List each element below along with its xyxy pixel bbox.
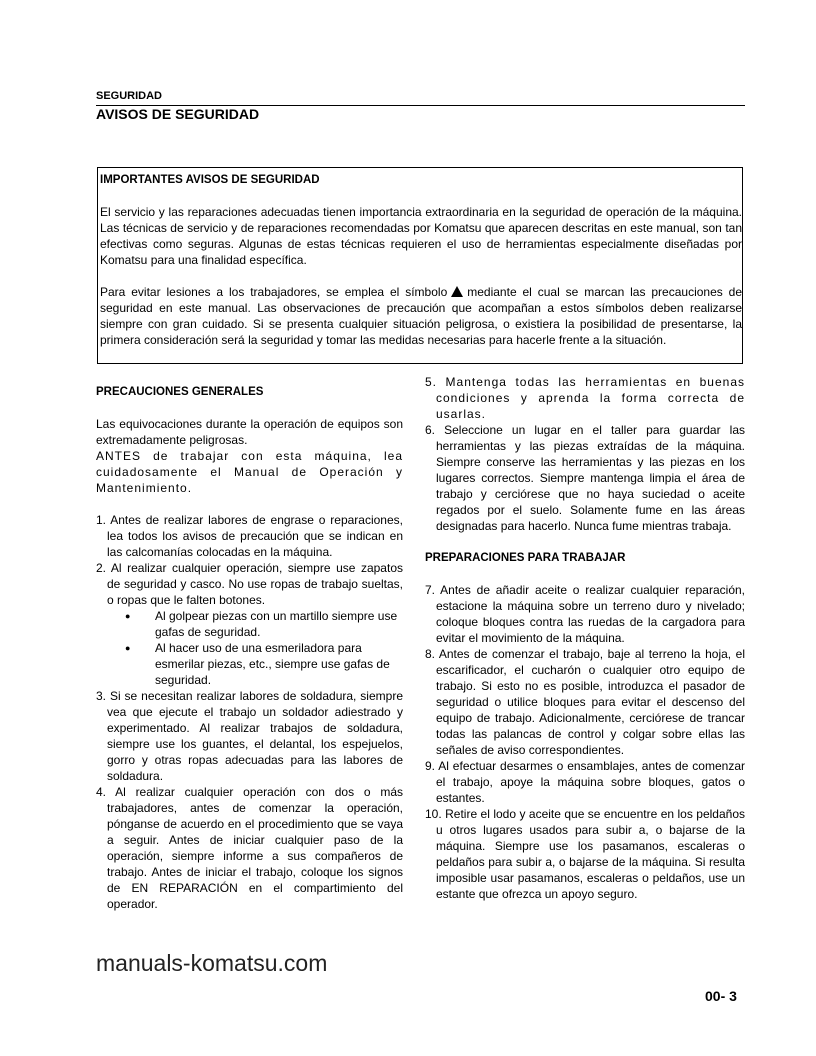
left-column bbox=[96, 384, 403, 912]
page-number: 00- 3 bbox=[705, 988, 737, 1004]
prep-heading: PREPARACIONES PARA TRABAJAR bbox=[425, 552, 626, 564]
notice-paragraph-1: El servicio y las reparaciones adecuadas tienen importancia extraordinaria en la seguridad de operación de la máquina. Las técnicas de servicio y de reparaciones recomendadas por Komatsu que aparecen descritas en este manual, son tan efectivas como seguras. Algunas de estas técnicas requieren el uso de herramientas especialmente diseñadas por Komatsu para una finalidad específica. bbox=[100, 205, 742, 267]
bullet-item: ● Al golpear piezas con un martillo siempre use gafas de seguridad. bbox=[125, 608, 403, 640]
important-notice-box bbox=[97, 167, 743, 364]
list-item: 9. Al efectuar desarmes o ensamblajes, antes de comenzar el trabajo, apoye la máquina sobre bloques, gatos o estantes. bbox=[425, 759, 745, 805]
list-item: 4. Al realizar cualquier operación con dos o más trabajadores, antes de comenzar la operación, pónganse de acuerdo en el procedimiento que se vaya a seguir. Antes de iniciar cualquier paso de la operación, siempre informe a sus compañeros de trabajo. Antes de iniciar el trabajo, coloque los signos de EN REPARACIÓN en el compartimiento del operador. bbox=[96, 785, 403, 911]
general-heading: PRECAUCIONES GENERALES bbox=[96, 386, 264, 398]
list-item: 6. Seleccione un lugar en el taller para guardar las herramientas y las piezas extraídas de la máquina. Siempre conserve las herramientas y las piezas en los lugares correctos. Siempre mantenga limpia el área de trabajo y cerciórese que no haya suciedad o aceite regados por el suelo. Solamente fume en las áreas designadas para hacerlo. Nunca fume mientras trabaja. bbox=[425, 423, 745, 533]
notice-text-b: mediante el cual se marcan las precauciones de seguridad en este manual. Las observaciones de precaución que acompañan a estos símbolos deben realizarse siempre con gran cuidado. Si se presenta cualquier situación peligrosa, o existiera la posibilidad de presentarse, la primera consideración será la seguridad y tomar las medidas necesarias para hacerle frente a la situación. bbox=[100, 285, 743, 347]
notice-heading: IMPORTANTES AVISOS DE SEGURIDAD bbox=[100, 174, 320, 186]
list-item: 10. Retire el lodo y aceite que se encuentre en los peldaños u otros lugares usados para subir a, o bajarse de la máquina. Siempre use los pasamanos, escaleras o peldaños para subir a, o bajarse de la máquina. Si resulta imposible usar pasamanos, escaleras o peldaños, use un estante que ofrezca un apoyo seguro. bbox=[425, 807, 745, 901]
list-item: 1. Antes de realizar labores de engrase o reparaciones, lea todos los avisos de precaución que se indican en las calcomanías colocadas en la máquina. bbox=[96, 513, 403, 559]
notice-text-a: Para evitar lesiones a los trabajadores, se emplea el símbolo bbox=[100, 285, 448, 299]
page-title: AVISOS DE SEGURIDAD bbox=[96, 106, 260, 122]
list-item: 7. Antes de añadir aceite o realizar cualquier reparación, estacione la máquina sobre un terreno duro y nivelado; coloque bloques contra las ruedas de la cargadora para evitar el movimiento de la máquina. bbox=[425, 583, 745, 645]
warning-triangle-icon bbox=[451, 286, 463, 297]
list-item: 3. Si se necesitan realizar labores de soldadura, siempre vea que ejecute el trabajo un soldador adiestrado y experimentado. Al realizar trabajos de soldadura, siempre use los guantes, el delantal, los espejuelos, gorro y otras ropas adecuadas para las labores de soldadura. bbox=[96, 689, 403, 783]
bullet-item: ● Al hacer uso de una esmeriladora para esmerilar piezas, etc., siempre use gafas de seguridad. bbox=[125, 640, 403, 688]
right-column bbox=[425, 374, 745, 902]
general-intro-2: ANTES de trabajar con esta máquina, lea cuidadosamente el Manual de Operación y Mantenimiento. bbox=[96, 449, 403, 495]
general-intro-1: Las equivocaciones durante la operación de equipos son extremadamente peligrosas. bbox=[96, 417, 403, 447]
list-item bbox=[96, 560, 403, 688]
item-text: 2. Al realizar cualquier operación, siempre use zapatos de seguridad y casco. No use ropas de trabajo sueltas, o ropas que le falten botones. bbox=[96, 561, 403, 607]
watermark: manuals-komatsu.com bbox=[96, 950, 328, 976]
notice-paragraph-2 bbox=[100, 284, 742, 348]
list-item: 5. Mantenga todas las herramientas en buenas condiciones y aprenda la forma correcta de usarlas. bbox=[425, 375, 745, 421]
section-label: SEGURIDAD bbox=[96, 90, 163, 102]
list-item: 8. Antes de comenzar el trabajo, baje al terreno la hoja, el escarificador, el cucharón o cualquier otro equipo de trabajo. Si esto no es posible, introduzca el pasador de seguridad o utilice bloques para evitar el descenso del equipo de trabajo. Adicionalmente, cerciórese de trancar todas las palancas de control y colgar sobre ellas las señales de aviso correspondientes. bbox=[425, 647, 745, 757]
